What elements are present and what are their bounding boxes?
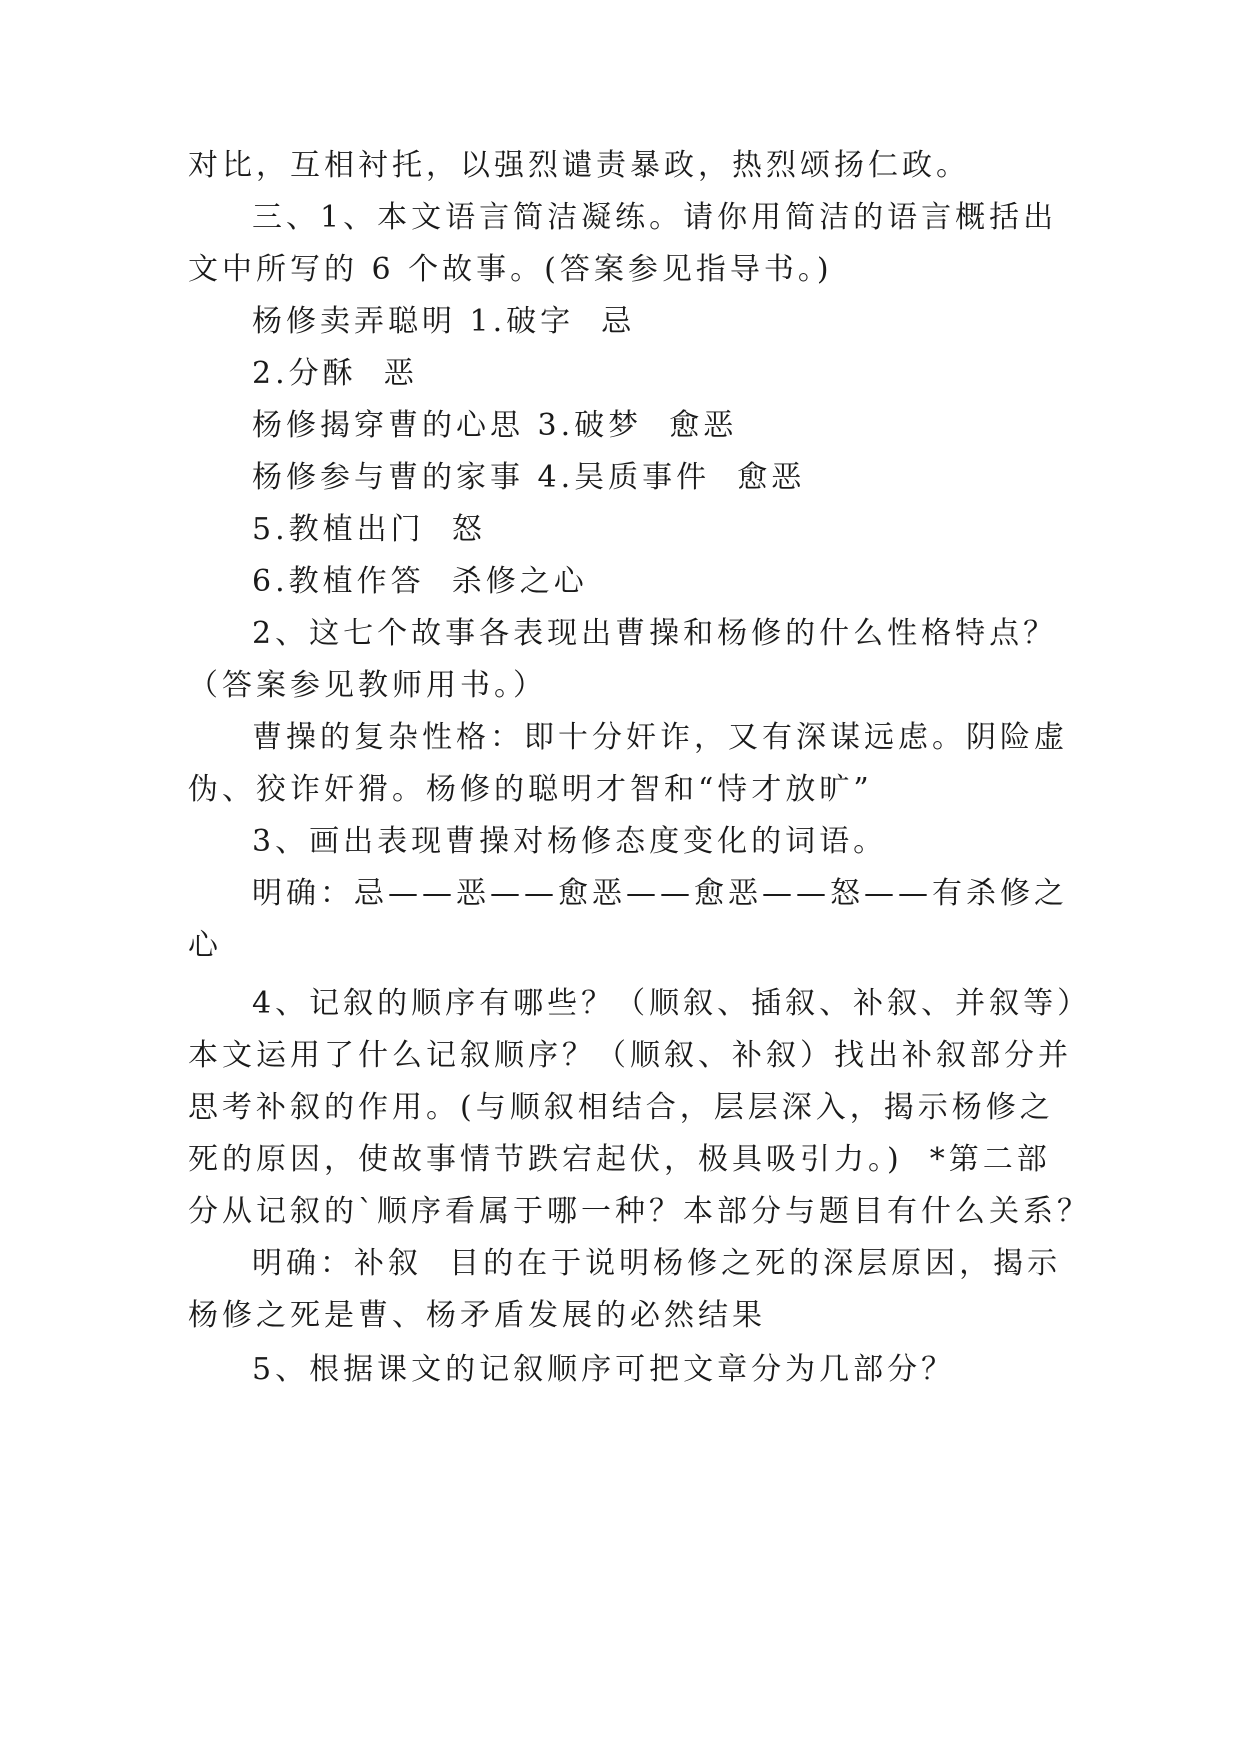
text-line: 思考补叙的作用。(与顺叙相结合，层层深入，揭示杨修之 bbox=[188, 1090, 1054, 1125]
text-line: 杨修参与曹的家事 4.吴质事件 愈恶 bbox=[252, 460, 806, 495]
text-line: 杨修卖弄聪明 1.破字 忌 bbox=[252, 304, 636, 339]
text-line: 分从记叙的`顺序看属于哪一种？本部分与题目有什么关系？ bbox=[188, 1194, 1091, 1229]
text-line: 伪、狡诈奸猾。杨修的聪明才智和“恃才放旷” bbox=[188, 772, 873, 807]
text-line: 明确：补叙 目的在于说明杨修之死的深层原因，揭示 bbox=[252, 1246, 1062, 1281]
text-line: 3、画出表现曹操对杨修态度变化的词语。 bbox=[252, 824, 888, 859]
text-line: 5、根据课文的记叙顺序可把文章分为几部分？ bbox=[252, 1352, 956, 1387]
text-line: 心 bbox=[188, 928, 222, 963]
text-line: 6.教植作答 杀修之心 bbox=[252, 564, 588, 599]
text-line: 4、记叙的顺序有哪些？（顺叙、插叙、补叙、并叙等） bbox=[252, 986, 1092, 1021]
text-line: 2.分酥 恶 bbox=[252, 356, 418, 391]
text-line: 文中所写的 6 个故事。(答案参见指导书。) bbox=[188, 252, 833, 287]
text-line: 杨修揭穿曹的心思 3.破梦 愈恶 bbox=[252, 408, 738, 443]
text-line: 2、这七个故事各表现出曹操和杨修的什么性格特点？ bbox=[252, 616, 1058, 651]
text-line: 三、1、本文语言简洁凝练。请你用简洁的语言概括出 bbox=[252, 200, 1058, 235]
text-line: 明确：忌——恶——愈恶——愈恶——怒——有杀修之 bbox=[252, 876, 1068, 911]
text-line: 死的原因，使故事情节跌宕起伏，极具吸引力。) *第二部 bbox=[188, 1142, 1051, 1177]
text-line: 5.教植出门 怒 bbox=[252, 512, 486, 547]
text-line: 杨修之死是曹、杨矛盾发展的必然结果 bbox=[188, 1298, 766, 1333]
text-line: 对比，互相衬托，以强烈谴责暴政，热烈颂扬仁政。 bbox=[188, 148, 970, 183]
text-line: 本文运用了什么记叙顺序？（顺叙、补叙）找出补叙部分并 bbox=[188, 1038, 1072, 1073]
text-line: 曹操的复杂性格：即十分奸诈，又有深谋远虑。阴险虚 bbox=[252, 720, 1068, 755]
text-line: （答案参见教师用书。） bbox=[188, 668, 547, 703]
